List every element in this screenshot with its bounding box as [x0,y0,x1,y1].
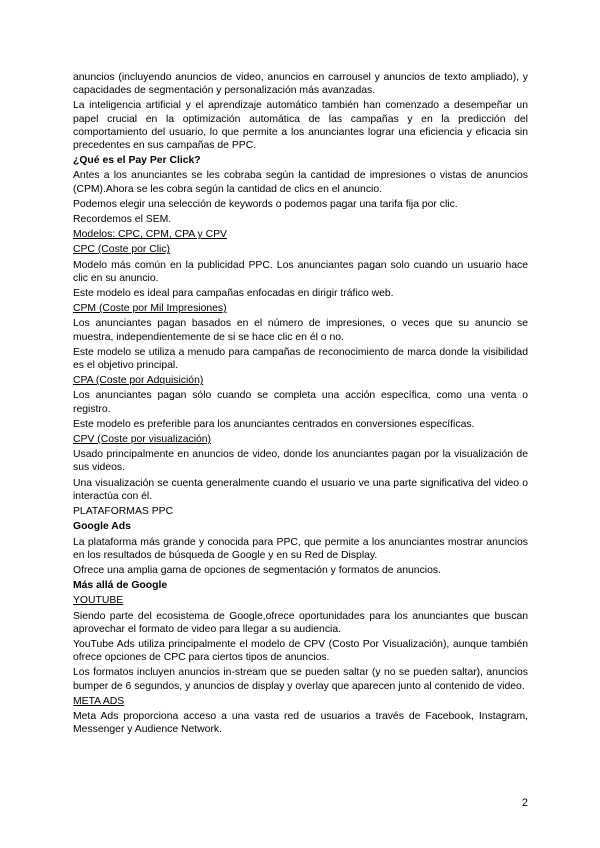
page-number: 2 [521,797,528,809]
paragraph: Recordemos el SEM. [73,214,172,226]
paragraph: Una visualización se cuenta generalmente cuando el usuario ve una parte significativa del video o interactúa con él. [73,477,528,502]
section-label: PLATAFORMAS PPC [73,506,174,518]
subsection-heading: CPM (Coste por Mil Impresiones) [73,303,227,315]
paragraph: YouTube Ads utiliza principalmente el modelo de CPV (Costo Por Visualización), aunque también ofrece opciones de CPC para ciertos tipos de anuncios. [73,638,528,664]
document-body [73,71,528,738]
paragraph: anuncios (incluyendo anuncios de video, anuncios en carrousel y anuncios de texto ampliado), y capacidades de segmentación y personalización más avanzadas. [73,72,528,97]
subsection-heading: YOUTUBE [73,595,124,607]
subsection-heading: CPA (Coste por Adquisición) [73,375,204,387]
subsection-heading: CPV (Coste por visualización) [73,434,212,446]
paragraph: Los anunciantes pagan basados en el número de impresiones, o veces que su anuncio se muestra, independientemente de si se hace clic en él o no. [73,318,528,343]
paragraph: Podemos elegir una selección de keywords o podemos pagar una tarifa fija por clic. [73,198,458,210]
paragraph: Siendo parte del ecosistema de Google,ofrece oportunidades para los anunciantes que buscan aprovechar el formato de video para llegar a su audiencia. [73,610,528,635]
paragraph: Los anunciantes pagan sólo cuando se completa una acción específica, como una venta o registro. [73,390,528,415]
subsection-heading: CPC (Coste por Clic) [73,244,170,256]
section-heading: Más allá de Google [73,580,168,592]
paragraph: La inteligencia artificial y el aprendizaje automático también han comenzado a desempeñar un papel crucial en la optimización automática de las campañas y en la predicción del comportamiento del usuario, lo que permite a los anunciantes lograr una eficiencia y eficacia sin precedentes en sus campañas de PPC. [73,100,528,152]
paragraph: Los formatos incluyen anuncios in-stream que se pueden saltar (y no se pueden saltar), anuncios bumper de 6 segundos, y anuncios de display y overlay que aparecen junto al contenido de video. [73,667,528,692]
section-heading: ¿Qué es el Pay Per Click? [73,155,201,167]
paragraph: Ofrece una amplia gama de opciones de segmentación y formatos de anuncios. [73,564,441,576]
subsection-heading: META ADS [73,695,125,707]
section-heading: Google Ads [73,521,131,533]
paragraph: Modelo más común en la publicidad PPC. Los anunciantes pagan solo cuando un usuario hace clic en su anuncio. [73,259,528,284]
paragraph: Meta Ads proporciona acceso a una vasta red de usuarios a través de Facebook, Instagram, Messenger y Audience Network. [73,710,528,736]
paragraph: Antes a los anunciantes se les cobraba según la cantidad de impresiones o vistas de anuncios (CPM).Ahora se les cobra según la cantidad de clics en el anuncio. [73,170,528,195]
paragraph: Este modelo es preferible para los anunciantes centrados en conversiones específicas. [73,418,475,430]
paragraph: La plataforma más grande y conocida para PPC, que permite a los anunciantes mostrar anuncios en los resultados de búsqueda de Google y en su Red de Display. [73,536,528,561]
paragraph: Este modelo es ideal para campañas enfocadas en dirigir tráfico web. [73,288,394,300]
subsection-heading: Modelos: CPC, CPM, CPA y CPV [73,229,227,241]
paragraph: Este modelo se utiliza a menudo para campañas de reconocimiento de marca donde la visibilidad es el objetivo principal. [73,346,528,372]
paragraph: Usado principalmente en anuncios de video, donde los anunciantes pagan por la visualización de sus videos. [73,449,528,474]
